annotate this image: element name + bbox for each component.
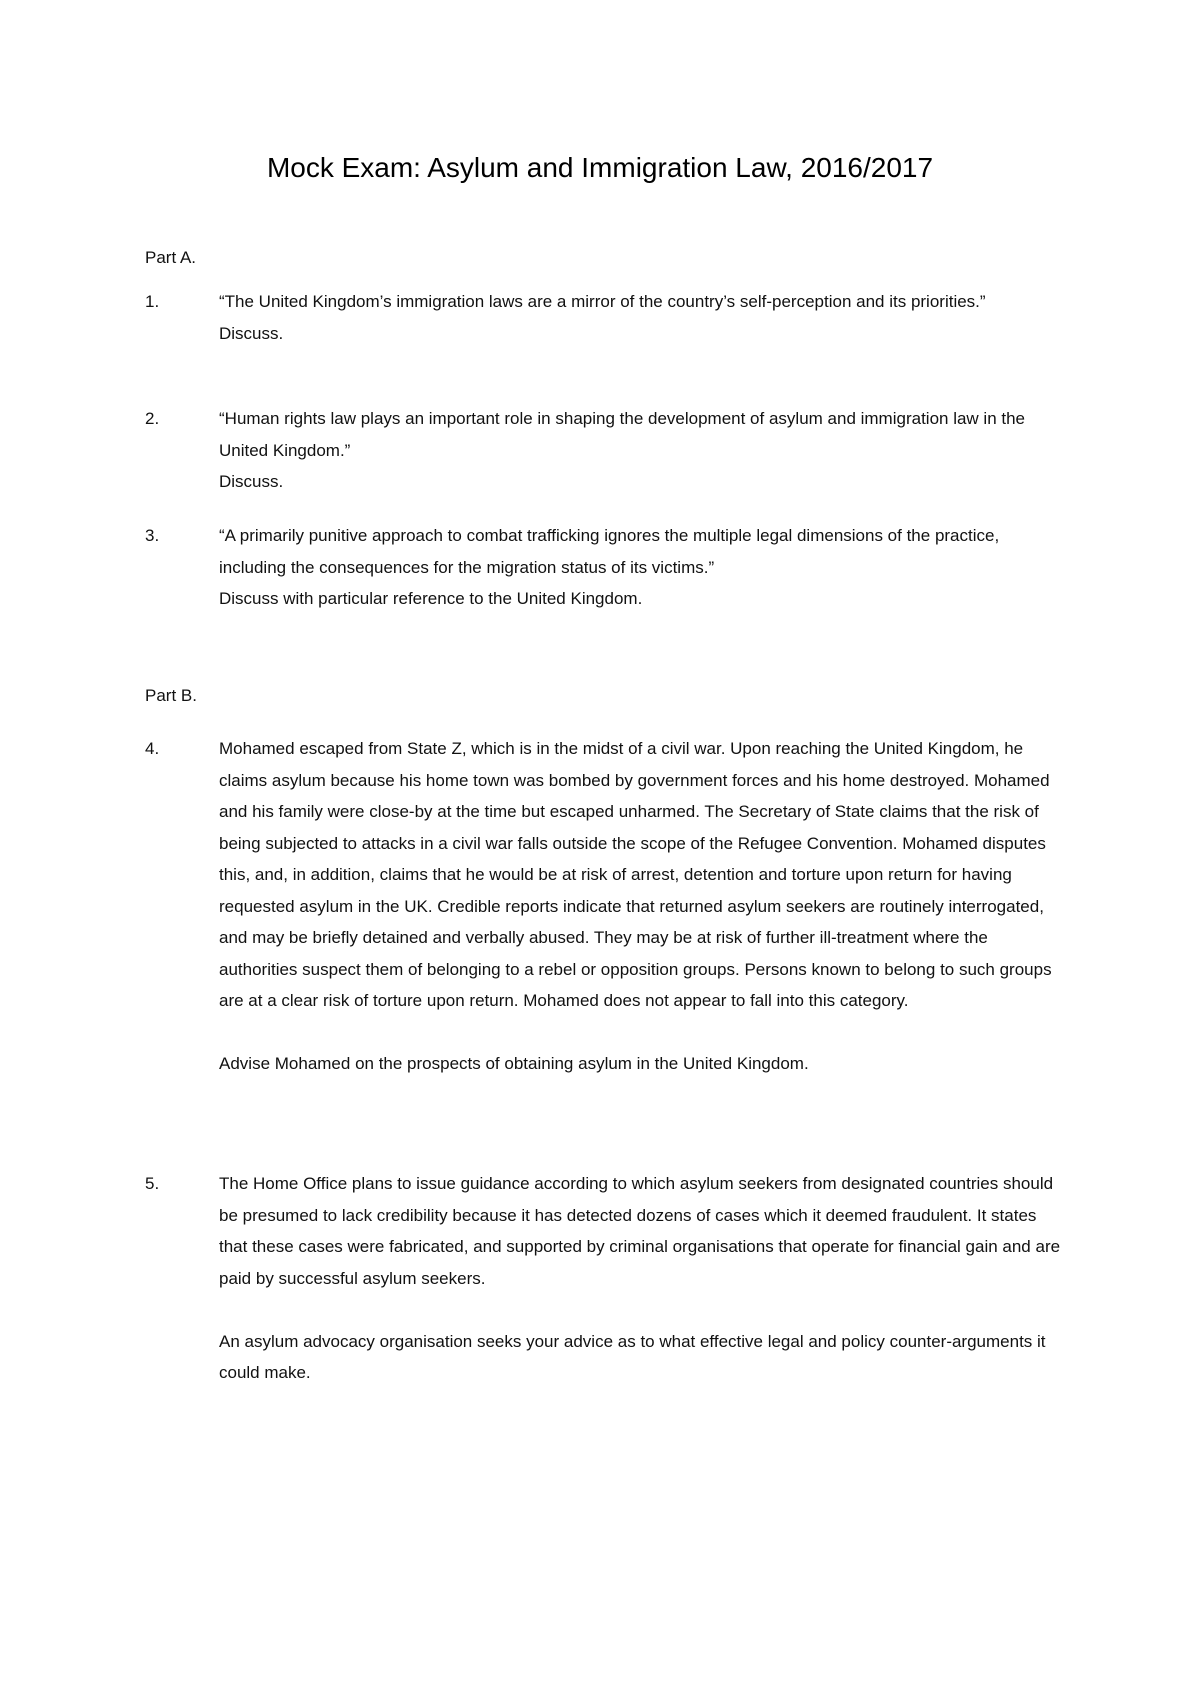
question-5	[145, 1168, 1065, 1389]
question-task: Advise Mohamed on the prospects of obtaining asylum in the United Kingdom.	[219, 1054, 809, 1073]
question-2	[145, 403, 1065, 498]
question-task: An asylum advocacy organisation seeks your advice as to what effective legal and policy counter-arguments it could make.	[219, 1331, 1046, 1382]
question-3	[145, 520, 1065, 615]
part-a-heading: Part A.	[145, 248, 197, 267]
question-number: 4.	[145, 739, 160, 758]
question-number: 2.	[145, 409, 160, 428]
page-title: Mock Exam: Asylum and Immigration Law, 2016/2017	[266, 152, 934, 183]
question-instruction: Discuss with particular reference to the United Kingdom.	[219, 589, 643, 608]
question-instruction: Discuss.	[219, 472, 284, 491]
question-quote: “Human rights law plays an important role in shaping the development of asylum and immigration law in the United Kingdom.”	[219, 409, 1026, 460]
question-scenario: Mohamed escaped from State Z, which is in the midst of a civil war. Upon reaching the United Kingdom, he claims asylum because his home town was bombed by government forces and his home destroyed. Mohamed and his family were close-by at the time but escaped unharmed. The Secretary of State claims that the risk of being subjected to attacks in a civil war falls outside the scope of the Refugee Convention. Mohamed disputes this, and, in addition, claims that he would be at risk of arrest, detention and torture upon return for having requested asylum in the UK. Credible reports indicate that returned asylum seekers are routinely interrogated, and may be briefly detained and verbally abused. They may be at risk of further ill-treatment where the authorities suspect them of belonging to a rebel or opposition groups. Persons known to belong to such groups are at a clear risk of torture upon return. Mohamed does not appear to fall into this category.	[219, 739, 1052, 1010]
question-quote: “The United Kingdom’s immigration laws are a mirror of the country’s self-perception and its priorities.”	[219, 292, 986, 311]
question-1	[145, 286, 1065, 349]
part-b-heading: Part B.	[145, 686, 197, 705]
question-number: 5.	[145, 1174, 160, 1193]
question-instruction: Discuss.	[219, 323, 284, 343]
question-scenario: The Home Office plans to issue guidance according to which asylum seekers from designated countries should be presumed to lack credibility because it has detected dozens of cases which it deemed fraudulent. It states that these cases were fabricated, and supported by criminal organisations that operate for financial gain and are paid by successful asylum seekers.	[219, 1174, 1061, 1288]
question-4	[145, 733, 1065, 1080]
question-quote: “A primarily punitive approach to combat trafficking ignores the multiple legal dimensions of the practice, including the consequences for the migration status of its victims.”	[219, 526, 1000, 577]
question-number: 3.	[145, 526, 160, 545]
question-number: 1.	[145, 292, 160, 311]
